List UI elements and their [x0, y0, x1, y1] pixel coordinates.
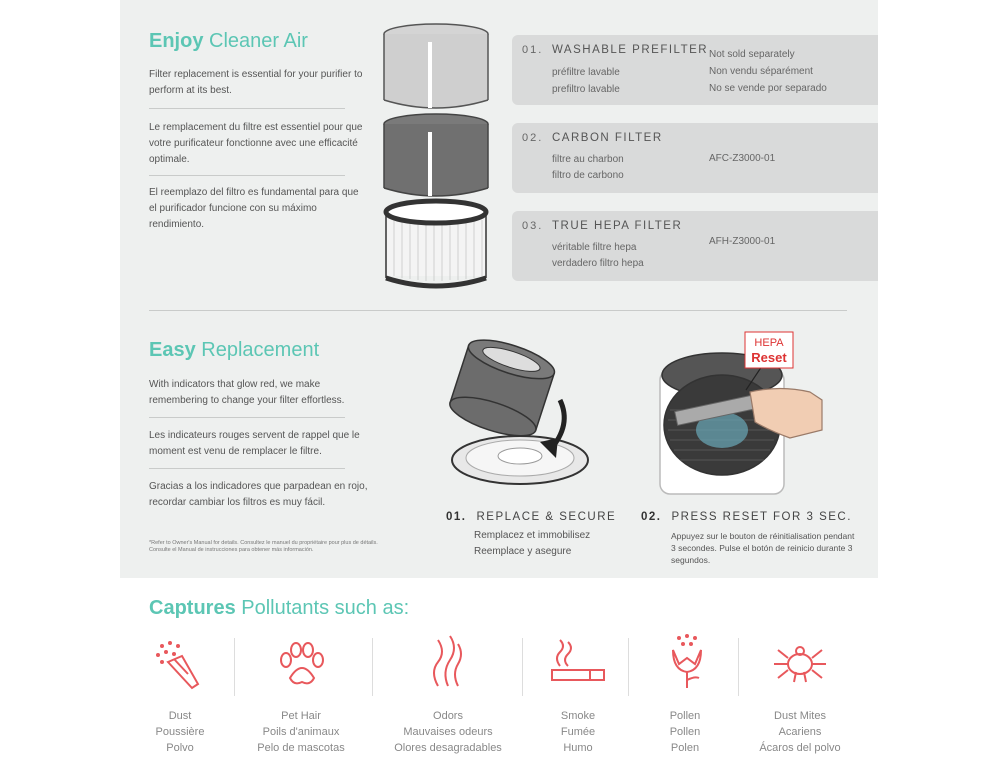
divider [149, 175, 345, 176]
part-number: AFC-Z3000-01 [709, 153, 776, 164]
pollutant-smoke: Smoke Fumée Humo [560, 710, 596, 754]
divider [738, 638, 739, 696]
flower-icon [667, 634, 707, 690]
divider [149, 417, 345, 418]
divider [628, 638, 629, 696]
reset-label-line2: Reset [751, 350, 787, 365]
dust-icon [152, 640, 208, 692]
divider [234, 638, 235, 696]
part-number: AFH-Z3000-01 [709, 236, 776, 247]
cigarette-icon [550, 638, 606, 686]
filter-stack-illustration [378, 20, 494, 295]
intro-text-en: Filter replacement is essential for your purifier to perform at its best. [149, 69, 363, 96]
odor-icon [428, 632, 468, 688]
step-2-title: 02. PRESS RESET FOR 3 SEC. [641, 511, 852, 523]
step-1-sub-fr: Remplacez et immobilisez [474, 530, 591, 541]
section-heading-easy-replacement: Easy Replacement [149, 339, 320, 361]
pollutant-dust-mites: Dust Mites Acariens Ácaros del polvo [759, 710, 841, 754]
section-heading-cleaner-air: Enjoy Cleaner Air [149, 30, 308, 52]
dust-mite-icon [772, 638, 828, 686]
reset-button-illustration [650, 330, 830, 495]
filter-card-hepa: 03. TRUE HEPA FILTER véritable filtre hepa verdadero filtro hepa AFH-Z3000-01 [512, 211, 878, 281]
paw-icon [276, 640, 328, 688]
replacement-text-fr: Les indicateurs rouges servent de rappel que le moment est venu de remplacer le filtre. [149, 430, 360, 457]
intro-text-es: El reemplazo del filtro es fundamental para que el purificador funcione con su máximo rendimiento. [149, 187, 359, 230]
reset-label-line1: HEPA [754, 337, 784, 349]
section-divider [149, 310, 847, 311]
replace-filter-illustration [440, 330, 610, 495]
divider [149, 468, 345, 469]
section-heading-pollutants: Captures Pollutants such as: [149, 597, 410, 619]
filter-card-carbon: 02. CARBON FILTER filtre au charbon filtro de carbono AFC-Z3000-01 [512, 123, 878, 193]
divider [522, 638, 523, 696]
divider [372, 638, 373, 696]
divider [149, 108, 345, 109]
intro-text-fr: Le remplacement du filtre est essentiel pour que votre purificateur fonctionne avec une efficacité optimale. [149, 122, 363, 165]
pollutant-pet-hair: Pet Hair Poils d'animaux Pelo de mascotas [257, 710, 345, 754]
replacement-text-en: With indicators that glow red, we make remembering to change your filter effortless. [149, 379, 345, 406]
replacement-text-es: Gracias a los indicadores que parpadean en rojo, recordar cambiar los filtros es muy fácil. [149, 481, 368, 508]
step-2-description: Appuyez sur le bouton de réinitialisation pendant 3 secondes. Pulse el botón de reinicio durante 3 segundos. [671, 531, 855, 565]
filter-card-prefilter: 01. WASHABLE PREFILTER préfiltre lavable prefiltro lavable Not sold separately Non vendu séparément No se vende por separado [512, 35, 878, 105]
pollutant-dust: Dust Poussière Polvo [155, 710, 205, 754]
pollutant-odors: Odors Mauvaises odeurs Olores desagradables [394, 710, 502, 754]
step-1-sub-es: Reemplace y asegure [474, 546, 572, 557]
step-1-title: 01. REPLACE & SECURE [446, 511, 617, 523]
pollutant-pollen: Pollen Pollen Polen [669, 710, 701, 754]
footnote: *Refer to Owner's Manual for details. Consultez le manuel du propriétaire pour plus de détails. Consulte el Manual de instrucciones para obtener más información. [149, 540, 378, 553]
